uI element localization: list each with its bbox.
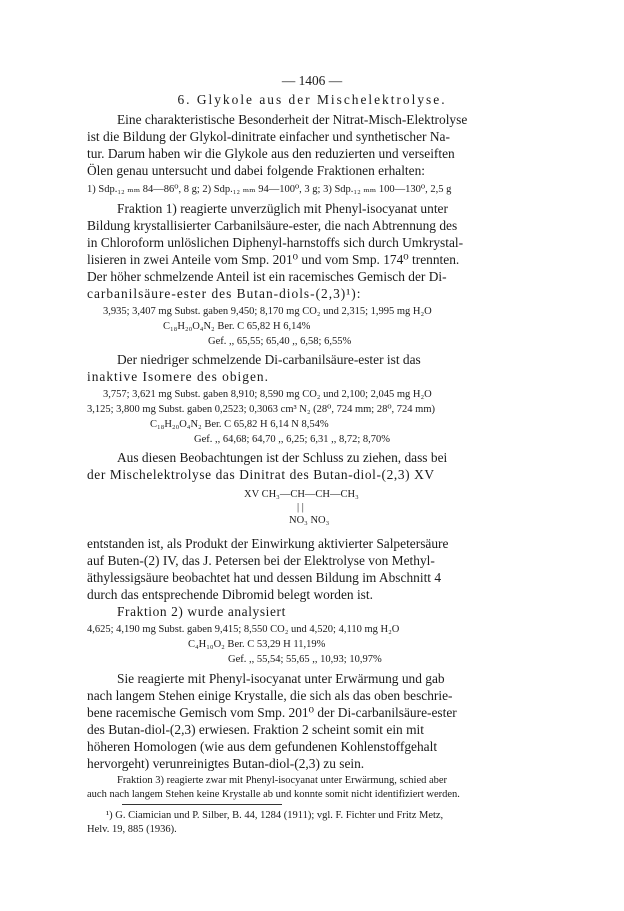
- p7-4: des Butan-diol-(2,3) erwiesen. Fraktion 2 scheint somit ein mit: [87, 722, 424, 737]
- a3-3: Gef. ,, 55,54; 55,65 ,, 10,93; 10,97%: [228, 654, 382, 665]
- a3-1: 4,625; 4,190 mg Subst. gaben 9,415; 8,550 CO₂ und 4,520; 4,110 mg H₂O: [87, 624, 400, 635]
- p7-1: Sie reagierte mit Phenyl-isocyanat unter Erwärmung und gab: [117, 671, 445, 686]
- a3-2: C₄H₁₀O₂ Ber. C 53,29 H 11,19%: [188, 639, 326, 650]
- fn-2: Helv. 19, 885 (1936).: [87, 824, 177, 835]
- p5-4: durch das entsprechende Dibromid belegt worden ist.: [87, 587, 373, 602]
- p5-3: äthylessigsäure beobachtet hat und dessen Bildung im Abschnitt 4: [87, 570, 442, 585]
- fractions: 1) Sdp.₁₂ ₘₘ 84—86⁰, 8 g; 2) Sdp.₁₂ ₘₘ 94—100⁰, 3 g; 3) Sdp.₁₂ ₘₘ 100—130⁰, 2,5 g: [87, 184, 452, 195]
- a1-3: Gef. ,, 65,55; 65,40 ,, 6,58; 6,55%: [208, 336, 352, 347]
- a1-1: 3,935; 3,407 mg Subst. gaben 9,450; 8,170 mg CO₂ und 2,315; 1,995 mg H₂O: [103, 306, 432, 317]
- a2-3: C₁₈H₂₀O₄N₂ Ber. C 65,82 H 6,14 N 8,54%: [150, 419, 329, 430]
- p4-2: der Mischelektrolyse das Dinitrat des Butan-diol-(2,3) XV: [87, 467, 435, 482]
- p8-1: Fraktion 3) reagierte zwar mit Phenyl-isocyanat unter Erwärmung, schied aber: [117, 775, 448, 786]
- p1-3: tur. Darum haben wir die Glykole aus den reduzierten und verseiften: [87, 146, 455, 161]
- p3-1: Der niedriger schmelzende Di-carbanilsäure-ester ist das: [117, 352, 421, 367]
- a2-1: 3,757; 3,621 mg Subst. gaben 8,910; 8,590 mg CO₂ und 2,100; 2,045 mg H₂O: [103, 389, 432, 400]
- a2-2: 3,125; 3,800 mg Subst. gaben 0,2523; 0,3063 cm³ N₂ (28⁰, 724 mm; 28⁰, 724 mm): [87, 404, 436, 415]
- p7-2: nach langem Stehen einige Krystalle, die sich als das oben beschrie-: [87, 688, 453, 703]
- p1-4: Ölen genau untersucht und dabei folgende Fraktionen erhalten:: [87, 163, 426, 178]
- p7-3: bene racemische Gemisch vom Smp. 201⁰ der Di-carbanilsäure-ester: [87, 705, 457, 720]
- formula-3: NO₃ NO₃: [289, 515, 330, 526]
- p2-6: carbanilsäure-ester des Butan-diols-(2,3)¹):: [87, 286, 362, 301]
- p2-2: Bildung krystallisierter Carbanilsäure-ester, die nach Abtrennung des: [87, 218, 458, 233]
- p1-1: Eine charakteristische Besonderheit der Nitrat-Misch-Elektrolyse: [117, 112, 468, 127]
- p1-2: ist die Bildung der Glykol-dinitrate einfacher und synthetischer Na-: [87, 129, 450, 144]
- p7-5: höheren Homologen (wie aus dem gefundenen Kohlenstoffgehalt: [87, 739, 438, 754]
- a2-4: Gef. ,, 64,68; 64,70 ,, 6,25; 6,31 ,, 8,72; 8,70%: [194, 434, 390, 445]
- p2-1: Fraktion 1) reagierte unverzüglich mit Phenyl-isocyanat unter: [117, 201, 448, 216]
- a1-2: C₁₈H₂₀O₄N₂ Ber. C 65,82 H 6,14%: [163, 321, 311, 332]
- p5-2: auf Buten-(2) IV, das J. Petersen bei der Elektrolyse von Methyl-: [87, 553, 435, 568]
- footnote-rule: [122, 804, 282, 805]
- p6-1: Fraktion 2) wurde analysiert: [117, 604, 286, 619]
- p8-2: auch nach langem Stehen keine Krystalle ab und konnte somit nicht identifiziert werden.: [87, 789, 460, 800]
- p3-2: inaktive Isomere des obigen.: [87, 369, 269, 384]
- formula-1: XV CH₃—CH—CH—CH₃: [244, 489, 359, 500]
- section-title: 6. Glykole aus der Mischelektrolyse.: [177, 92, 447, 107]
- fn-1: ¹) G. Ciamician und P. Silber, B. 44, 1284 (1911); vgl. F. Fichter und Fritz Metz,: [106, 810, 444, 821]
- p4-1: Aus diesen Beobachtungen ist der Schluss zu ziehen, dass bei: [117, 450, 448, 465]
- p2-5: Der höher schmelzende Anteil ist ein racemisches Gemisch der Di-: [87, 269, 447, 284]
- p5-1: entstanden ist, als Produkt der Einwirkung aktivierter Salpetersäure: [87, 536, 449, 551]
- p7-6: hervorgeht) verunreinigtes Butan-diol-(2,3) zu sein.: [87, 756, 365, 771]
- page-number: — 1406 —: [281, 73, 343, 88]
- formula-2: | |: [297, 502, 304, 513]
- p2-3: in Chloroform unlöslichen Diphenyl-harnstoffs sich durch Umkrystal-: [87, 235, 464, 250]
- p2-4: lisieren in zwei Anteile vom Smp. 201⁰ und vom Smp. 174⁰ trennten.: [87, 252, 460, 267]
